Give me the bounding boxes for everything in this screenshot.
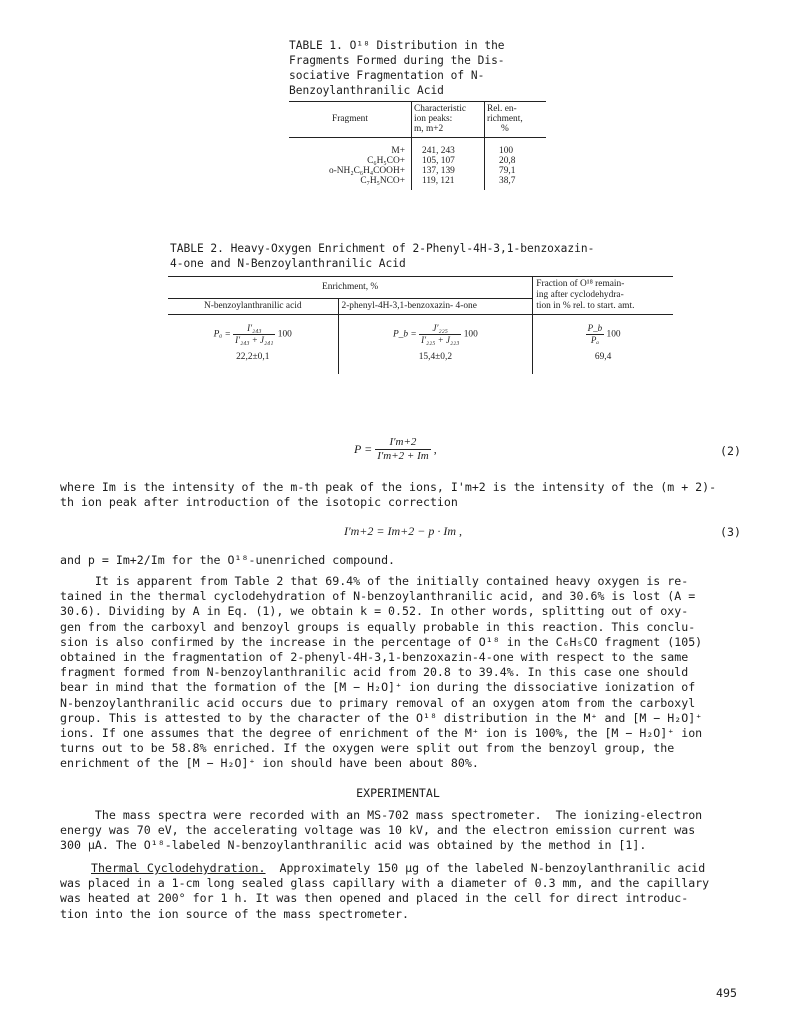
table-row	[168, 315, 673, 375]
table2-caption-line: TABLE 2. Heavy-Oxygen Enrichment of 2-Phenyl-4H-3,1-benzoxazin-	[170, 242, 595, 255]
table1-enrich: 20,8	[485, 156, 547, 166]
formula-factor: 100	[463, 329, 478, 340]
table2-header-fraction	[533, 277, 673, 315]
formula-denominator: Pₐ	[590, 335, 599, 345]
table2-caption-line: 4-one and N-Benzoylanthranilic Acid	[170, 257, 406, 270]
table1-header-fragment: Fragment	[332, 114, 368, 125]
equation-lhs: P =	[354, 442, 373, 456]
table1-caption-line: Benzoylanthranilic Acid	[289, 84, 444, 97]
where-paragraph	[60, 480, 716, 510]
table1-enrich: 100	[485, 146, 547, 156]
formula-denominator: I′₂₄₃ + J₂₄₁	[235, 335, 274, 345]
table2-header-fraction-line: Fraction of O¹⁸ remain-	[536, 279, 625, 289]
table2-value-a: 22,2±0,1	[236, 352, 270, 362]
equation-3-number: (3)	[720, 525, 741, 539]
formula-factor: 100	[606, 329, 621, 340]
text-line: 30.6). Dividing by A in Eq. (1), we obtain k = 0.52. In other words, splitting out of oxy-	[60, 604, 689, 619]
text-line: enrichment of the [M − H₂O]⁺ ion should have been about 80%.	[60, 756, 479, 771]
table1-header-peaks	[412, 102, 485, 138]
section-heading-experimental: EXPERIMENTAL	[356, 786, 440, 800]
table1-header-peaks-line: m, m+2	[414, 124, 444, 135]
equation-2	[354, 436, 437, 463]
text-line: turns out to be 58.8% enriched. If the oxygen were split out from the benzoyl group, the	[60, 741, 675, 756]
formula-fraction	[586, 323, 605, 346]
paragraph-results	[60, 574, 702, 772]
formula-numerator: P_b	[587, 323, 603, 333]
table-row	[289, 146, 546, 156]
table1-peaks: 137, 139	[412, 166, 485, 176]
table1-fragment: o-NH₂C₆H₄COOH+	[328, 166, 405, 177]
table2-value-b: 15,4±0,2	[418, 352, 453, 362]
formula-fraction	[419, 323, 461, 346]
table1-peaks: 241, 243	[412, 146, 485, 156]
equation-numerator: I′m+2	[375, 436, 430, 450]
table2-header-fraction-line: tion in % rel. to start. amt.	[536, 301, 635, 311]
table-row	[289, 156, 546, 166]
text-line: th ion peak after introduction of the isotopic correction	[60, 495, 458, 510]
and-line: and p = Im+2/Im for the O¹⁸-unenriched compound.	[60, 553, 396, 567]
table1-caption-line: sociative Fragmentation of N-	[289, 69, 485, 82]
formula-fraction	[233, 323, 275, 346]
equation-2-number: (2)	[720, 444, 741, 458]
table-row	[289, 166, 546, 176]
equation-3: I′m+2 = Im+2 − p · Im ,	[344, 524, 463, 538]
table1-header-enrich-line: richment,	[487, 114, 523, 125]
paragraph-cyclodehydration	[60, 861, 709, 922]
table1-peaks: 119, 121	[412, 176, 485, 186]
table1	[289, 101, 546, 190]
formula-numerator: I′₂₄₃	[233, 323, 275, 335]
formula-numerator: J′₂₂₅	[419, 323, 461, 335]
text-line: gen from the carboxyl and benzoyl groups is equally probable in this reaction. This conclu-	[60, 619, 696, 634]
table2-header-fraction-line: ing after cyclodehydra-	[536, 290, 624, 300]
table1-header-enrich-line: %	[501, 124, 509, 135]
table1-header-peaks-line: Characteristic	[414, 104, 467, 114]
text-line: The mass spectra were recorded with an MS-702 mass spectrometer. The ionizing-electron	[60, 808, 703, 822]
equation-denominator: I′m+2 + Im	[377, 450, 429, 462]
table2-header-enrichment: Enrichment, %	[322, 282, 379, 292]
text-line: was placed in a 1-cm long sealed glass capillary with a diameter of 0.3 mm, and the capillary	[60, 876, 710, 891]
table2-col-b: 2-phenyl-4H-3,1-benzoxazin- 4-one	[338, 299, 533, 315]
text-line: bear in mind that the formation of the [M − H₂O]⁺ ion during the dissociative ionization of	[60, 680, 696, 695]
table1-peaks: 105, 107	[412, 156, 485, 166]
text-line: N-benzoylanthranilic acid occurs due to primary removal of an oxygen atom from the carboxyl	[60, 695, 696, 710]
table2	[168, 276, 673, 374]
text-line: tained in the thermal cyclodehydration of N-benzoylanthranilic acid, and 30.6% is lost (A =	[60, 589, 696, 604]
text-line: where Im is the intensity of the m-th peak of the ions, I'm+2 is the intensity of the (m + 2)-	[60, 480, 717, 494]
table1-enrich: 79,1	[485, 166, 547, 176]
formula-lhs: P_b =	[392, 329, 417, 340]
table1-header-enrich-line: Rel. en-	[487, 104, 517, 114]
table1-fragment: M+	[391, 145, 405, 156]
table2-col-a: N-benzoylanthranilic acid	[203, 301, 302, 311]
text-line: It is apparent from Table 2 that 69.4% of the initially contained heavy oxygen is re-	[60, 574, 689, 588]
formula-denominator: I′₂₂₅ + J₂₂₃	[421, 335, 460, 345]
table1-header-enrich	[485, 102, 547, 138]
text-line: group. This is attested to by the character of the O¹⁸ distribution in the M⁺ and [M − H₂O]⁺	[60, 710, 703, 725]
table2-value-c: 69,4	[594, 352, 612, 362]
table1-caption	[289, 38, 549, 98]
equation-fraction	[375, 436, 430, 463]
text-line: 300 μA. The O¹⁸-labeled N-benzoylanthranilic acid was obtained by the method in [1].	[60, 838, 647, 853]
table2-formula-c	[533, 315, 673, 375]
text-line: was heated at 200° for 1 h. It was then opened and placed in the cell for direct introduc-	[60, 891, 689, 906]
text-line: obtained in the fragmentation of 2-phenyl-4H-3,1-benzoxazin-4-one with respect to the same	[60, 650, 689, 665]
text-line: sion is also confirmed by the increase in the percentage of O¹⁸ in the C₆H₅CO fragment (105)	[60, 634, 703, 649]
text-line: tion into the ion source of the mass spectrometer.	[60, 906, 410, 921]
table1-fragment: C₇H₅NCO+	[360, 176, 405, 187]
paragraph-experimental	[60, 808, 702, 854]
equation-tail: ,	[433, 442, 437, 456]
text-line: fragment formed from N-benzoylanthranilic acid from 20.8 to 39.4%. In this case one should	[60, 665, 689, 680]
paragraph-first-line-rest: Approximately 150 μg of the labeled N-benzoylanthranilic acid	[265, 861, 706, 875]
table1-caption-line: TABLE 1. O¹⁸ Distribution in the	[289, 39, 505, 52]
formula-factor: 100	[277, 329, 292, 340]
table-row	[289, 176, 546, 186]
table1-fragment: C₆H₅CO+	[367, 155, 405, 166]
table1-header-peaks-line: ion peaks:	[414, 114, 453, 125]
table2-caption	[170, 241, 650, 271]
text-line: energy was 70 eV, the accelerating voltage was 10 kV, and the electron emission current was	[60, 823, 696, 838]
page-number: 495	[716, 986, 737, 1000]
table2-formula-b	[338, 315, 533, 375]
table2-formula-a	[168, 315, 338, 375]
text-line: ions. If one assumes that the degree of enrichment of the M⁺ ion is 100%, the [M − H₂O]⁺ ion	[60, 726, 703, 741]
table1-enrich: 38,7	[485, 176, 547, 186]
text-line	[60, 861, 709, 876]
table1-caption-line: Fragments Formed during the Dis-	[289, 54, 505, 67]
formula-lhs: Pₐ =	[213, 329, 231, 340]
paragraph-run-in-heading: Thermal Cyclodehydration.	[91, 861, 266, 875]
